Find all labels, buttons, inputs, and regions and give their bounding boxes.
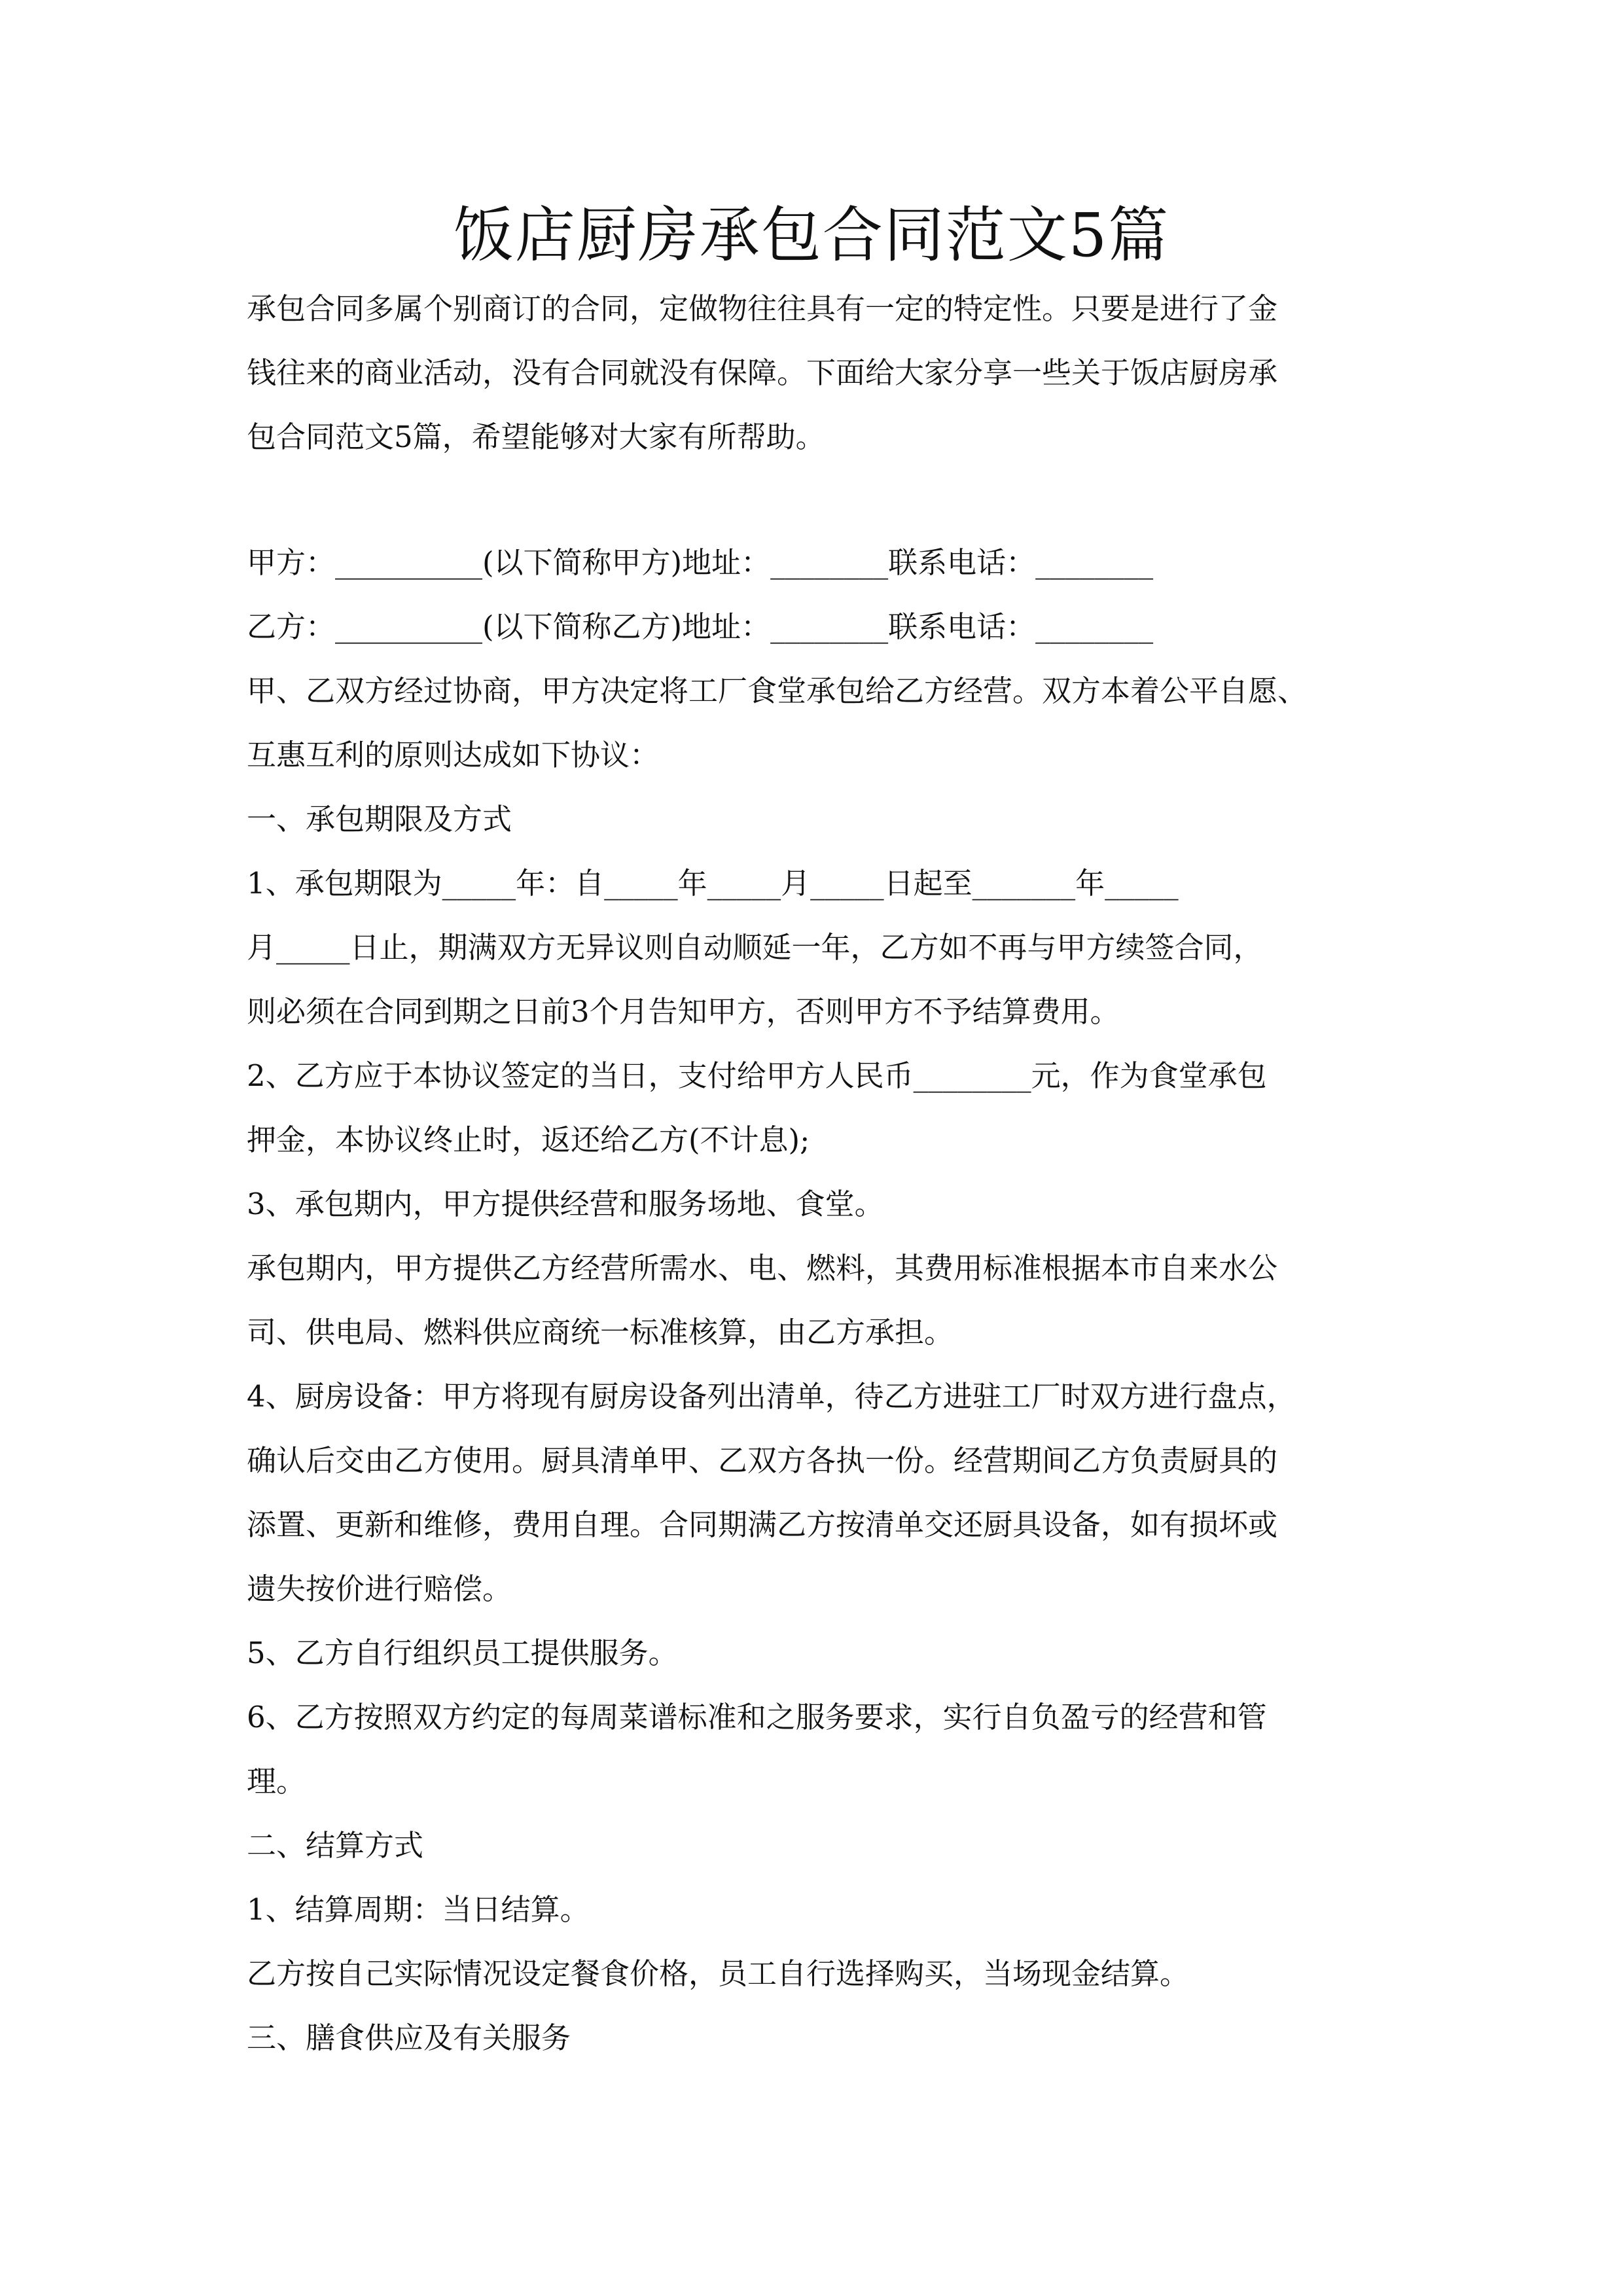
clause-1-4-line-1: 4、厨房设备：甲方将现有厨房设备列出清单，待乙方进驻工厂时双方进行盘点， — [247, 1379, 1296, 1414]
intro-line-2: 钱往来的商业活动，没有合同就没有保障。下面给大家分享一些关于饭店厨房承 — [247, 355, 1278, 390]
clause-1-6-line-2: 理。 — [247, 1764, 306, 1799]
clause-1-1-line-1: 1、承包期限为_____年：自_____年_____月_____日起至_______年_____ — [247, 866, 1179, 901]
intro-line-3: 包合同范文5篇，希望能够对大家有所帮助。 — [247, 420, 825, 454]
preamble-line-2: 互惠互利的原则达成如下协议： — [247, 738, 660, 772]
clause-1-2-line-2: 押金，本协议终止时，返还给乙方(不计息); — [247, 1122, 810, 1157]
section-2-heading: 二、结算方式 — [247, 1828, 424, 1863]
clause-1-4-line-4: 遗失按价进行赔偿。 — [247, 1571, 512, 1606]
clause-1-4-line-2: 确认后交由乙方使用。厨具清单甲、乙双方各执一份。经营期间乙方负责厨具的 — [247, 1443, 1278, 1478]
party-a-line: 甲方：__________(以下简称甲方)地址：________联系电话：________ — [247, 545, 1154, 580]
clause-2-1: 1、结算周期：当日结算。 — [247, 1892, 590, 1927]
section-1-heading: 一、承包期限及方式 — [247, 802, 512, 836]
clause-2-1-detail: 乙方按自己实际情况设定餐食价格，员工自行选择购买，当场现金结算。 — [247, 1956, 1190, 1991]
party-b-line: 乙方：__________(以下简称乙方)地址：________联系电话：________ — [247, 609, 1154, 644]
intro-line-1: 承包合同多属个别商订的合同，定做物往往具有一定的特定性。只要是进行了金 — [247, 291, 1278, 326]
clause-1-1-line-3: 则必须在合同到期之日前3个月告知甲方，否则甲方不予结算费用。 — [247, 994, 1120, 1029]
clause-1-4-line-3: 添置、更新和维修，费用自理。合同期满乙方按清单交还厨具设备，如有损坏或 — [247, 1507, 1278, 1542]
clause-1-5: 5、乙方自行组织员工提供服务。 — [247, 1636, 678, 1670]
clause-1-6-line-1: 6、乙方按照双方约定的每周菜谱标准和之服务要求，实行自负盈亏的经营和管 — [247, 1700, 1267, 1734]
clause-1-3-line-3: 司、供电局、燃料供应商统一标准核算，由乙方承担。 — [247, 1315, 954, 1350]
clause-1-2-line-1: 2、乙方应于本协议签定的当日，支付给甲方人民币________元，作为食堂承包 — [247, 1058, 1267, 1093]
clause-1-1-line-2: 月_____日止，期满双方无异议则自动顺延一年，乙方如不再与甲方续签合同， — [247, 930, 1263, 965]
clause-1-3-line-2: 承包期内，甲方提供乙方经营所需水、电、燃料，其费用标准根据本市自来水公 — [247, 1251, 1278, 1285]
clause-1-3-line-1: 3、承包期内，甲方提供经营和服务场地、食堂。 — [247, 1187, 884, 1221]
preamble-line-1: 甲、乙双方经过协商，甲方决定将工厂食堂承包给乙方经营。双方本着公平自愿、 — [247, 673, 1308, 708]
section-3-heading: 三、膳食供应及有关服务 — [247, 2020, 571, 2055]
document-title: 饭店厨房承包合同范文5篇 — [453, 200, 1170, 270]
